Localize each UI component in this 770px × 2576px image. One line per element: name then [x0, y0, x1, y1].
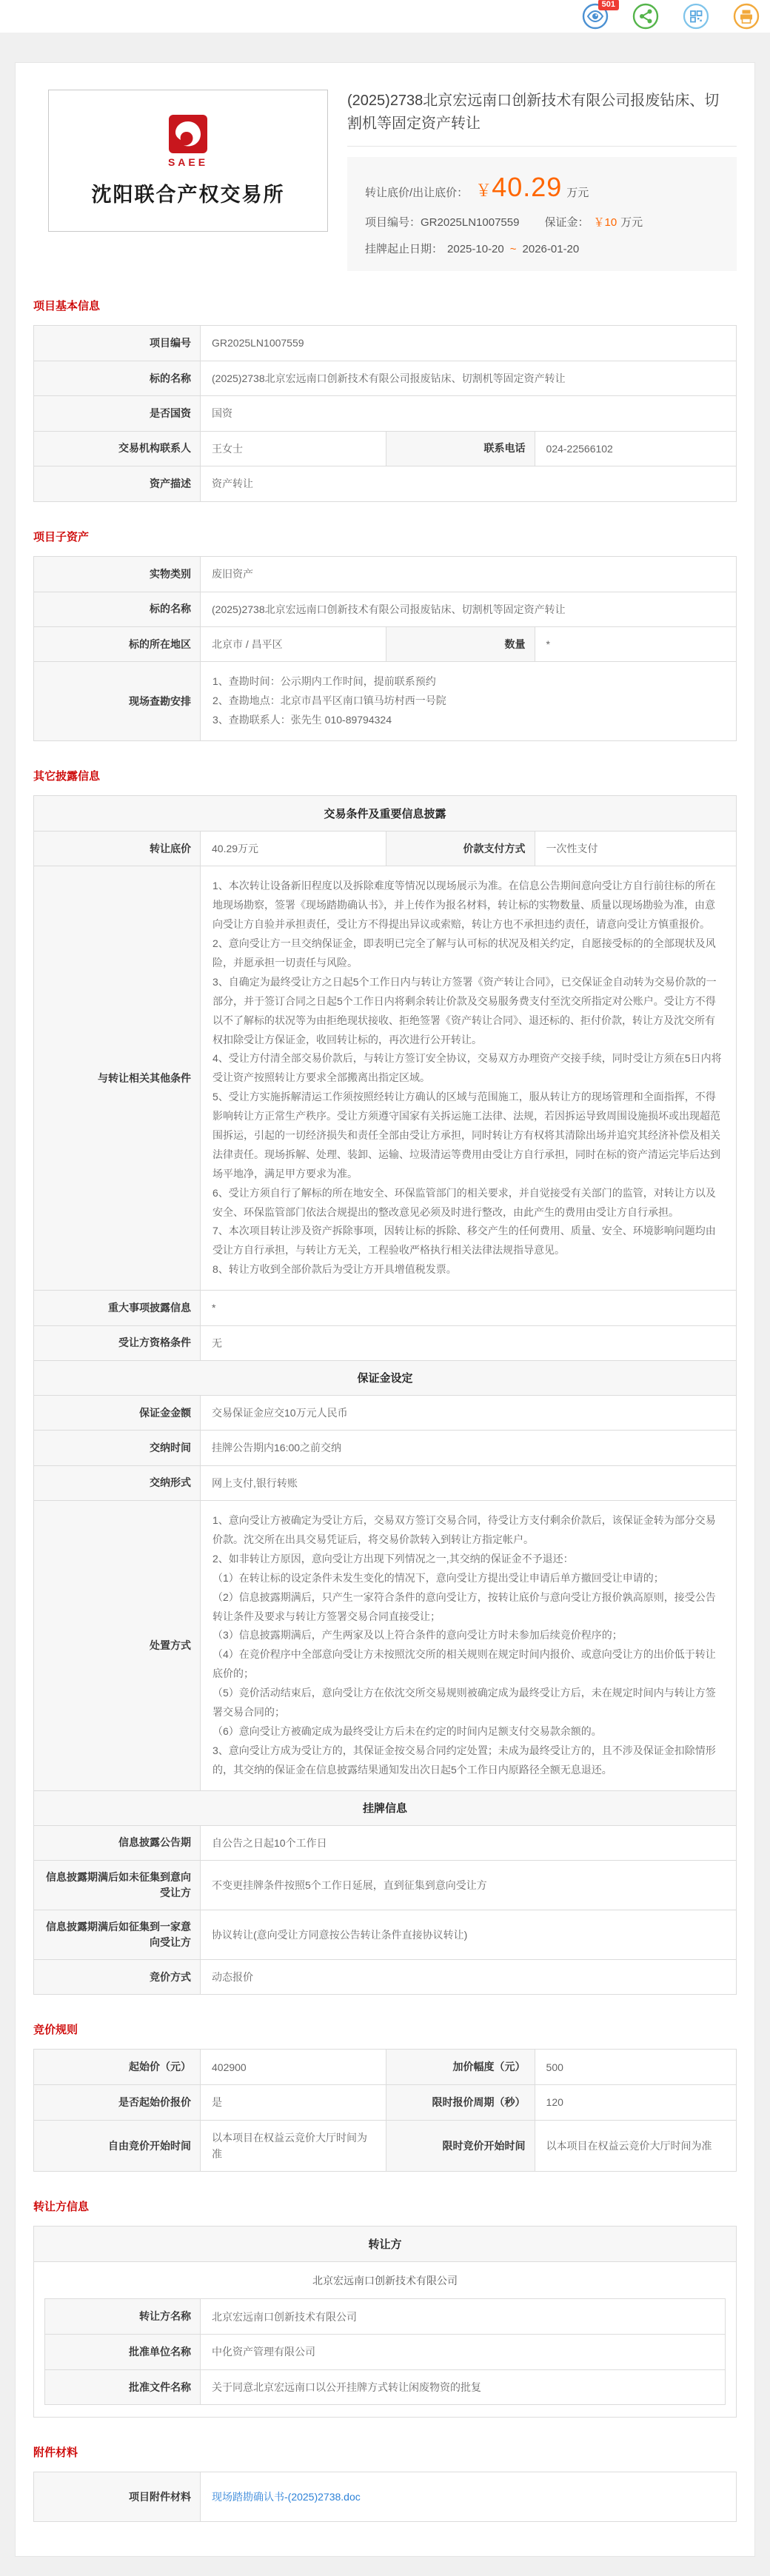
section-title-attachments: 附件材料 — [33, 2446, 78, 2460]
row-value: GR2025LN1007559 — [212, 337, 304, 349]
row-label: 项目附件材料 — [34, 2472, 201, 2521]
row-value: 024-22566102 — [546, 442, 613, 455]
row-value: * — [212, 1302, 216, 1314]
row-label: 保证金金额 — [34, 1396, 201, 1430]
row-value: 无 — [212, 1336, 222, 1349]
floor-price-line — [365, 172, 719, 203]
section-title-basic-info: 项目基本信息 — [33, 300, 101, 312]
row-value: * — [546, 638, 550, 650]
project-number-label: 项目编号： — [365, 216, 421, 229]
disposal-paragraph: （4）在竞价程序中全部意向受让方未按照沈交所的相关规则在规定时间内报价、或意向受让方的出价低于转让底价的； — [212, 1648, 716, 1680]
listing-period-label: 挂牌起止日期： — [365, 243, 443, 255]
disposal-paragraph: （3）信息披露期满后，产生两家及以上符合条件的意向受让方时未参加后续竞价程序的； — [212, 1629, 623, 1642]
other-conditions-text — [201, 866, 736, 1290]
table-row — [34, 661, 736, 740]
row-label: 数量 — [386, 627, 535, 661]
row-label: 加价幅度（元） — [386, 2050, 535, 2084]
row-value: 交易保证金应交10万元人民币 — [212, 1406, 348, 1419]
listing-end-date: 2026-01-20 — [522, 243, 580, 255]
survey-line: 2、查勘地点：北京市昌平区南口镇马坊村西一号院 — [212, 695, 446, 707]
attachments-table — [33, 2472, 737, 2522]
toolbar — [0, 0, 770, 33]
table-row — [34, 1325, 736, 1360]
row-label: 是否起始价报价 — [34, 2085, 201, 2119]
page-background — [0, 33, 770, 2576]
table-row — [45, 2369, 725, 2404]
row-label: 信息披露期满后如征集到一家意向受让方 — [34, 1910, 201, 1959]
row-label: 批准文件名称 — [45, 2370, 201, 2404]
sub-asset-table — [33, 556, 737, 741]
table-row — [34, 1430, 736, 1465]
row-label: 联系电话 — [386, 432, 535, 466]
disposal-paragraph: 3、意向受让方成为受让方的，其保证金按交易合同约定处置；未成为最终受让方的，且不涉及保证金扣除情形的，其交纳的保证金在信息披露结果通知发出次日起5个工作日内原路径全额无息退还。 — [212, 1744, 716, 1776]
row-label: 起始价（元） — [34, 2050, 201, 2084]
transferor-detail-table — [44, 2298, 726, 2405]
table-row — [45, 2334, 725, 2369]
tilde-separator: ~ — [509, 243, 517, 255]
disposal-paragraph: 2、如非转让方原因，意向受让方出现下列情况之一,其交纳的保证金不予退还： — [212, 1552, 574, 1565]
listing-start-date: 2025-10-20 — [447, 243, 504, 255]
table-row — [34, 557, 736, 592]
row-value: 120 — [546, 2096, 563, 2109]
condition-paragraph: 4、受让方付清全部交易价款后，与转让方签订安全协议，交易双方办理资产交接手续，同时受让方须在5日内将受让资产按照转让方要求全部搬离出指定区域。 — [212, 1052, 722, 1084]
row-label: 与转让相关其他条件 — [34, 866, 201, 1290]
table-row — [34, 326, 736, 361]
row-value: (2025)2738北京宏远南口创新技术有限公司报废钻床、切割机等固定资产转让 — [212, 372, 566, 384]
condition-paragraph: 8、转让方收到全部价款后为受让方开具增值税发票。 — [212, 1263, 457, 1276]
currency-symbol: ￥ — [475, 181, 492, 200]
row-label: 资产描述 — [34, 466, 201, 501]
row-label: 处置方式 — [34, 1501, 201, 1790]
row-value: 是 — [212, 2096, 222, 2109]
basic-info-table — [33, 325, 737, 502]
disposal-paragraph: （1）在转让标的设定条件未发生变化的情况下，意向受让方提出受让申请后单方撤回受让申请的； — [212, 1571, 664, 1584]
table-row — [34, 2050, 736, 2084]
table-row — [34, 431, 736, 466]
row-label: 批准单位名称 — [45, 2335, 201, 2369]
row-value: 王女士 — [212, 442, 243, 455]
row-value: 一次性支付 — [546, 843, 598, 855]
row-value: 不变更挂牌条件按照5个工作日延展，直到征集到意向受让方 — [212, 1879, 487, 1891]
exchange-logo — [48, 90, 328, 232]
table-row — [34, 2120, 736, 2172]
table-row — [34, 2472, 736, 2521]
row-label: 标的所在地区 — [34, 627, 201, 661]
row-label: 受让方资格条件 — [34, 1326, 201, 1360]
row-value: 动态报价 — [212, 1970, 253, 1983]
row-label: 限时报价周期（秒） — [386, 2085, 535, 2119]
table-subheader: 交易条件及重要信息披露 — [34, 796, 736, 831]
table-row — [34, 1465, 736, 1500]
qrcode-button[interactable] — [683, 3, 709, 30]
row-label: 竞价方式 — [34, 1960, 201, 1994]
table-row — [34, 2084, 736, 2119]
disposal-paragraph: （2）信息披露期满后，只产生一家符合条件的意向受让方，按转让底价与意向受让方报价孰高原则，接受公告转让条件及要求与转让方签署交易合同直接受让； — [212, 1590, 716, 1622]
views-button[interactable] — [582, 0, 615, 30]
attachment-file-link[interactable]: 现场踏勘确认书-(2025)2738.doc — [212, 2491, 361, 2503]
qrcode-icon — [683, 3, 709, 30]
row-value: 资产转让 — [212, 478, 253, 490]
transferor-company: 北京宏远南口创新技术有限公司 — [312, 2275, 458, 2287]
row-value: 500 — [546, 2061, 563, 2073]
table-row — [34, 1910, 736, 1959]
row-label: 重大事项披露信息 — [34, 1291, 201, 1325]
row-label: 价款支付方式 — [386, 832, 535, 866]
condition-paragraph: 2、意向受让方一旦交纳保证金，即表明已完全了解与认可标的状况及相关约定，自愿接受标的的全部现状及风险，并愿承担一切责任与风险。 — [212, 937, 716, 968]
share-icon — [632, 3, 659, 30]
price-summary-box — [347, 157, 737, 271]
survey-line: 3、查勘联系人：张先生 010-89794324 — [212, 714, 392, 726]
row-label: 转让方名称 — [45, 2299, 201, 2334]
row-value: 40.29万元 — [212, 843, 259, 855]
row-value: 中化资产管理有限公司 — [212, 2346, 315, 2358]
row-value: 国资 — [212, 407, 232, 420]
table-row — [34, 1860, 736, 1910]
floor-price-unit: 万元 — [566, 187, 589, 199]
deposit-label: 保证金： — [544, 216, 589, 229]
floor-price-value: 40.29 — [492, 172, 563, 202]
row-label: 现场查勘安排 — [34, 662, 201, 740]
condition-paragraph: 5、受让方实施拆解清运工作须按照经转让方确认的区域与范围施工，服从转让方的现场管理和全面指挥，不得影响转让方正常生产秩序。受让方须遵守国家有关拆运施工法律、法规，若因拆运导致周围设施损坏或出现超范围拆运，引起的一切经济损失和责任全部由受让方承担，同时转让方有权将其清除出场并追究其经济补偿及相关法律责任。现场拆解、处理、装卸、运输、垃圾清运等费用由受让方自行承担，同时在标的资产清运完毕后达到场平地净，满足甲方要求为准。 — [212, 1091, 720, 1180]
saee-logo-icon — [169, 115, 207, 153]
row-label: 实物类别 — [34, 557, 201, 592]
bidding-rules-table — [33, 2049, 737, 2172]
listing-header — [33, 90, 737, 271]
row-label: 是否国资 — [34, 396, 201, 430]
section-title-bidding-rules: 竞价规则 — [33, 2024, 78, 2037]
row-label: 标的名称 — [34, 361, 201, 395]
row-value: 北京宏远南口创新技术有限公司 — [212, 2310, 357, 2323]
table-row — [34, 1290, 736, 1325]
row-label: 标的名称 — [34, 592, 201, 626]
printer-icon — [733, 3, 760, 30]
table-row — [34, 466, 736, 501]
row-label: 信息披露期满后如未征集到意向受让方 — [34, 1861, 201, 1910]
share-button[interactable] — [632, 3, 659, 30]
table-row — [34, 361, 736, 395]
disclosure-table — [33, 795, 737, 1995]
row-value: 402900 — [212, 2061, 247, 2073]
disposal-paragraph: 1、意向受让方被确定为受让方后，交易双方签订交易合同，待受让方支付剩余价款后，该保证金转为部分交易价款。沈交所在出具交易凭证后，将交易价款转入到转让方指定帐户。 — [212, 1514, 716, 1545]
disposal-paragraph: （5）竞价活动结束后，意向受让方在依沈交所交易规则被确定成为最终受让方后，未在规定时间内与转让方签署交易合同的； — [212, 1687, 716, 1718]
condition-paragraph: 6、受让方须自行了解标的所在地安全、环保监管部门的相关要求，并自觉接受有关部门的监管，对转让方以及安全、环保监管部门依法合规提出的整改意见必须及时进行整改，由此产生的费用由受让方自行承担。 — [212, 1186, 716, 1218]
views-count-badge: 501 — [598, 0, 619, 10]
row-label: 项目编号 — [34, 326, 201, 361]
row-value: 以本项目在权益云竞价大厅时间为准 — [212, 2131, 367, 2161]
project-number-value: GR2025LN1007559 — [421, 216, 520, 229]
project-number-line — [365, 214, 719, 230]
condition-paragraph: 1、本次转让设备新旧程度以及拆除难度等情况以现场展示为准。在信息公告期间意向受让方自行前往标的所在地现场勘察，签署《现场踏勘确认书》，并上传作为报名材料，转让标的实物数量、质量以现场勘验为准，由意向受让方自验并承担责任，受让方不得提出异议或索赔，转让方也不承担违约责任，请意向受让方慎重报价。 — [212, 880, 716, 931]
table-subheader: 保证金设定 — [34, 1360, 736, 1395]
row-label: 信息披露公告期 — [34, 1826, 201, 1860]
listing-period-line — [365, 241, 719, 256]
row-value: 废旧资产 — [212, 567, 253, 580]
row-label: 转让底价 — [34, 832, 201, 866]
transferor-table — [33, 2226, 737, 2418]
floor-price-label: 转让底价/出让底价： — [365, 187, 469, 199]
table-row — [34, 626, 736, 661]
row-value: 挂牌公告期内16:00之前交纳 — [212, 1442, 342, 1454]
survey-line: 1、查勘时间：公示期内工作时间，提前联系预约 — [212, 675, 436, 688]
table-row — [34, 1500, 736, 1790]
condition-paragraph: 3、自确定为最终受让方之日起5个工作日内与转让方签署《资产转让合同》，已交保证金自动转为交易价款的一部分，并于签订合同之日起5个工作日内将剩余转让价款及交易服务费支付至沈交所指定对公账户。受让方不得以不了解标的状况等为由拒绝现状接收、拒绝签署《资产转让合同》、退还标的、拒付价款，转让方及沈交所有权扣除受让方保证金，收回转让标的，再次进行公开转让。 — [212, 975, 717, 1046]
disposal-method-text — [201, 1501, 736, 1790]
deposit-unit: 万元 — [620, 216, 643, 229]
table-row — [34, 1395, 736, 1430]
row-label: 交纳时间 — [34, 1431, 201, 1465]
row-value: 协议转让(意向受让方同意按公告转让条件直接协议转让) — [212, 1928, 468, 1941]
survey-arrangement — [201, 662, 736, 740]
print-button[interactable] — [733, 3, 760, 30]
page-title: (2025)2738北京宏远南口创新技术有限公司报废钻床、切割机等固定资产转让 — [347, 93, 720, 132]
row-label: 交易机构联系人 — [34, 432, 201, 466]
table-row — [34, 1959, 736, 1994]
table-subheader: 转让方 — [34, 2227, 736, 2261]
row-value: (2025)2738北京宏远南口创新技术有限公司报废钻床、切割机等固定资产转让 — [212, 603, 566, 615]
logo-acronym: SAEE — [167, 155, 209, 168]
row-label: 自由竞价开始时间 — [34, 2121, 201, 2172]
table-row — [34, 395, 736, 430]
table-row — [34, 592, 736, 626]
listing-card — [15, 62, 755, 2557]
exchange-name: 沈阳联合产权交易所 — [91, 183, 285, 206]
row-value: 关于同意北京宏远南口以公开挂牌方式转让闲废物资的批复 — [212, 2381, 481, 2393]
table-row — [34, 866, 736, 1290]
row-value: 自公告之日起10个工作日 — [212, 1836, 327, 1849]
table-row — [34, 1825, 736, 1860]
table-row — [45, 2299, 725, 2334]
row-value: 北京市 / 昌平区 — [212, 638, 283, 650]
row-value: 以本项目在权益云竞价大厅时间为准 — [546, 2139, 712, 2152]
deposit-value: ￥10 — [593, 216, 617, 229]
transferor-body — [34, 2261, 736, 2417]
table-row — [34, 831, 736, 866]
row-value: 网上支付,银行转账 — [212, 1476, 298, 1489]
section-title-sub-asset: 项目子资产 — [33, 530, 90, 543]
disposal-paragraph: （6）意向受让方被确定成为最终受让方后未在约定的时间内足额支付交易款余额的。 — [212, 1724, 602, 1737]
section-title-disclosure: 其它披露信息 — [33, 770, 101, 783]
row-label: 交纳形式 — [34, 1466, 201, 1500]
header-divider — [347, 146, 737, 147]
condition-paragraph: 7、本次项目转让涉及资产拆除事项，因转让标的拆除、移交产生的任何费用、质量、安全、环境影响问题均由受让方自行承担，与转让方无关，工程验收严格执行相关法律法规指导意见。 — [212, 1225, 716, 1257]
table-subheader: 挂牌信息 — [34, 1790, 736, 1825]
section-title-transferor: 转让方信息 — [33, 2201, 90, 2214]
row-label: 限时竞价开始时间 — [386, 2121, 535, 2172]
